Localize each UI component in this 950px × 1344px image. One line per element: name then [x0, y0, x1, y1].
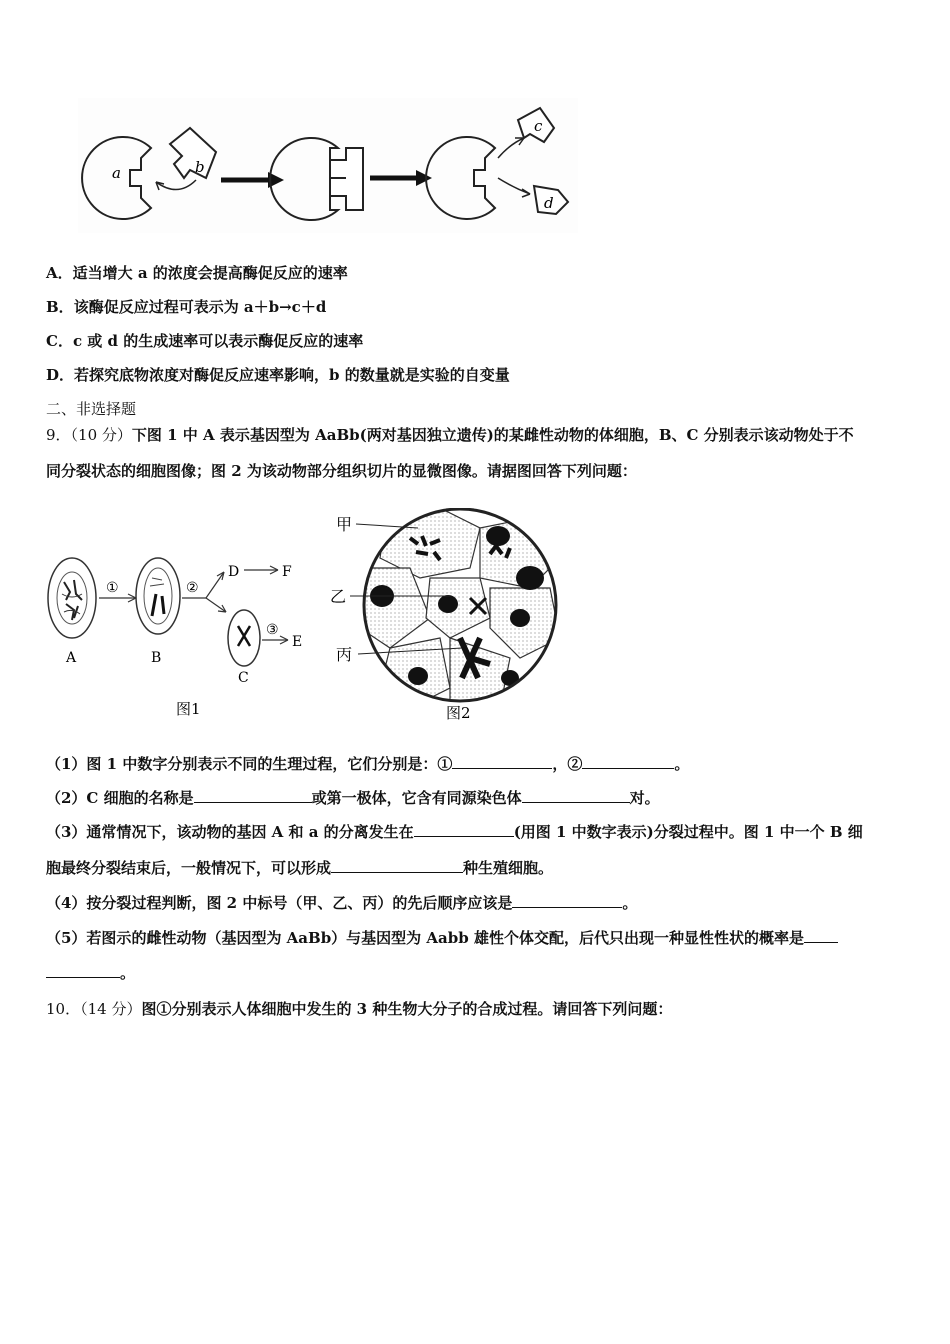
figure-2-micrograph [330, 508, 560, 723]
option-c: C．c 或 d 的生成速率可以表示酶促反应的速率 [46, 332, 364, 350]
label-cell-f: F [282, 564, 292, 580]
q9-sub5-line-1: （5）若图示的雌性动物（基因型为 AaBb）与基因型为 Aabb 雄性个体交配，后代只出现一种显性性状的概率是 [46, 927, 838, 948]
q9-sub1: （1）图 1 中数字分别表示不同的生理过程，它们分别是：① ，② 。 [46, 755, 690, 773]
label-yi: 乙 [330, 587, 347, 606]
option-b: B．该酶促反应过程可表示为 a＋b→c＋d [46, 298, 327, 316]
label-cell-a: A [66, 650, 77, 666]
q9-stem-line-2: 同分裂状态的细胞图像；图 2 为该动物部分组织切片的显微图像。请据图回答下列问题： [46, 462, 637, 480]
blank-process-2[interactable] [582, 754, 674, 769]
step-2: ② [186, 580, 199, 596]
step-3: ③ [266, 622, 279, 638]
label-cell-b: B [151, 650, 162, 666]
enzyme-reaction-figure [78, 98, 578, 233]
label-a: a [112, 164, 121, 182]
q9-stem-line-1: 9．（10 分）下图 1 中 A 表示基因型为 AaBb(两对基因独立遗传)的某雌性动物的体细胞，B、C 分别表示该动物处于不 [46, 426, 854, 444]
q9-sub5-line-2: 。 [46, 962, 135, 983]
label-bing: 丙 [336, 645, 353, 664]
blank-process-1[interactable] [452, 754, 552, 769]
q9-sub3-line-1: （3）通常情况下，该动物的基因 A 和 a 的分离发生在 (用图 1 中数字表示)分裂过程中。图 1 中一个 B 细 [46, 823, 863, 841]
blank-probability-part-2[interactable] [46, 963, 120, 978]
cell-b [136, 558, 180, 634]
figure-1-cell-division [44, 550, 319, 720]
blank-order[interactable] [512, 893, 622, 908]
blank-separation-process[interactable] [414, 822, 514, 837]
figure-1-caption: 图1 [176, 700, 201, 718]
figure-2-caption: 图2 [446, 704, 471, 722]
cell-a [48, 558, 96, 638]
q9-sub2: （2）C 细胞的名称是 或第一极体，它含有同源染色体 对。 [46, 789, 660, 807]
q10-stem: 10．（14 分）图①分别表示人体细胞中发生的 3 种生物大分子的合成过程。请回答下列问题： [46, 1000, 673, 1018]
blank-gamete-types[interactable] [331, 858, 463, 873]
label-c: c [534, 117, 543, 135]
label-jia: 甲 [336, 515, 353, 534]
q9-sub3-line-2: 胞最终分裂结束后，一般情况下，可以形成 种生殖细胞。 [46, 859, 554, 877]
blank-cell-c-name[interactable] [194, 788, 312, 803]
label-d: d [544, 194, 554, 212]
step-1: ① [106, 580, 119, 596]
option-d: D．若探究底物浓度对酶促反应速率影响，b 的数量就是实验的自变量 [46, 366, 510, 384]
blank-homologous-pairs[interactable] [522, 788, 630, 803]
label-b: b [195, 158, 205, 176]
q9-sub4: （4）按分裂过程判断，图 2 中标号（甲、乙、丙）的先后顺序应该是 。 [46, 894, 638, 912]
label-cell-e: E [292, 634, 303, 650]
label-cell-c: C [238, 670, 249, 686]
blank-probability-part-1[interactable] [804, 928, 838, 943]
label-cell-d: D [228, 564, 240, 580]
section-heading: 二、非选择题 [46, 400, 137, 418]
option-a: A．适当增大 a 的浓度会提高酶促反应的速率 [46, 264, 348, 282]
